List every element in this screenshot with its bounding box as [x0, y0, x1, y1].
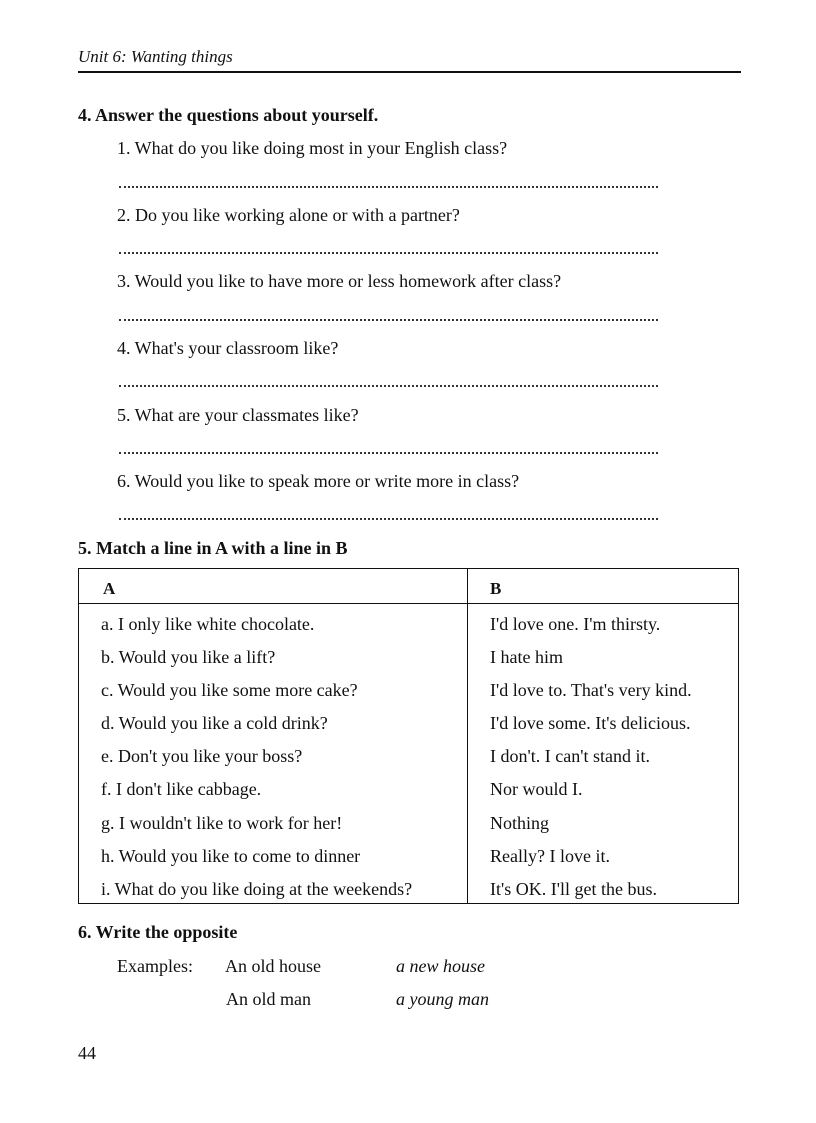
- question-3: 3. Would you like to have more or less homework after class?: [117, 271, 562, 291]
- match-b-row: I'd love to. That's very kind.: [490, 680, 692, 700]
- page-number: 44: [78, 1043, 96, 1063]
- column-b-header: B: [490, 579, 502, 598]
- page-header: [78, 47, 741, 73]
- section-4-title: 4. Answer the questions about yourself.: [78, 105, 379, 125]
- match-b-row: It's OK. I'll get the bus.: [490, 879, 657, 899]
- match-b-row: Really? I love it.: [490, 846, 610, 866]
- examples-label: Examples:: [117, 956, 193, 976]
- example-prompt: An old man: [226, 989, 311, 1009]
- answer-line-1[interactable]: [119, 186, 658, 188]
- match-a-row: a. I only like white chocolate.: [101, 614, 315, 634]
- match-a-row: f. I don't like cabbage.: [101, 779, 262, 799]
- match-b-row: I don't. I can't stand it.: [490, 746, 650, 766]
- question-5: 5. What are your classmates like?: [117, 405, 359, 425]
- match-b-row: Nor would I.: [490, 779, 583, 799]
- question-2: 2. Do you like working alone or with a partner?: [117, 205, 460, 225]
- match-a-row: i. What do you like doing at the weekends?: [101, 879, 413, 899]
- match-a-row: e. Don't you like your boss?: [101, 746, 303, 766]
- example-answer: a young man: [396, 989, 489, 1009]
- match-a-row: g. I wouldn't like to work for her!: [101, 813, 343, 833]
- answer-line-3[interactable]: [119, 319, 658, 321]
- question-1: 1. What do you like doing most in your English class?: [117, 138, 508, 158]
- answer-line-5[interactable]: [119, 452, 658, 454]
- unit-title: Unit 6: Wanting things: [78, 47, 233, 66]
- answer-line-2[interactable]: [119, 252, 658, 254]
- match-b-row: I'd love one. I'm thirsty.: [490, 614, 661, 634]
- question-4: 4. What's your classroom like?: [117, 338, 339, 358]
- match-b-row: Nothing: [490, 813, 550, 833]
- header-divider: [79, 603, 738, 604]
- column-divider: [467, 569, 468, 903]
- answer-line-6[interactable]: [119, 518, 658, 520]
- section-6-title: 6. Write the opposite: [78, 922, 238, 942]
- match-a-row: b. Would you like a lift?: [101, 647, 276, 667]
- match-a-row: c. Would you like some more cake?: [101, 680, 358, 700]
- column-a-header: A: [103, 579, 116, 598]
- match-a-row: d. Would you like a cold drink?: [101, 713, 328, 733]
- section-5-title: 5. Match a line in A with a line in B: [78, 538, 348, 558]
- match-b-row: I hate him: [490, 647, 563, 667]
- answer-line-4[interactable]: [119, 385, 658, 387]
- example-prompt: An old house: [225, 956, 321, 976]
- match-b-row: I'd love some. It's delicious.: [490, 713, 691, 733]
- example-answer: a new house: [396, 956, 485, 976]
- match-a-row: h. Would you like to come to dinner: [101, 846, 361, 866]
- question-6: 6. Would you like to speak more or write more in class?: [117, 471, 520, 491]
- match-table: [78, 568, 739, 904]
